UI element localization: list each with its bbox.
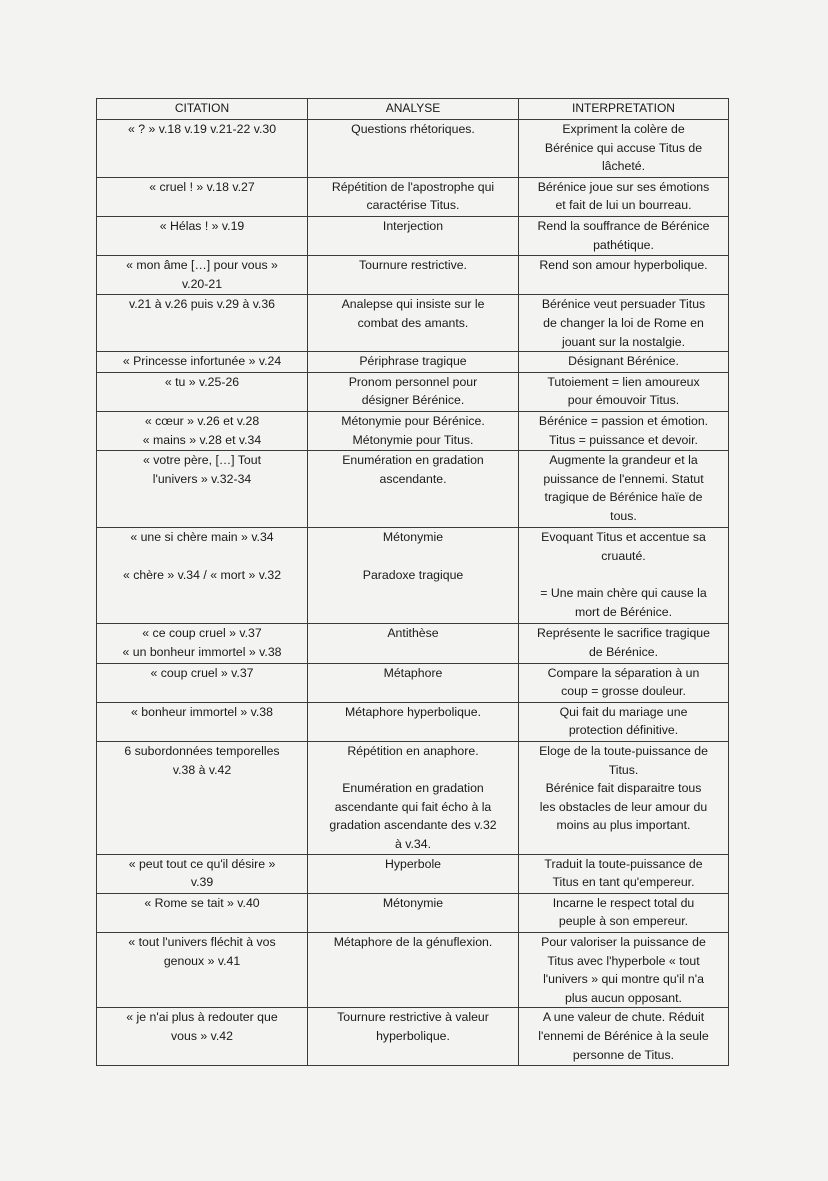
cell-line: Questions rhétoriques. <box>351 122 475 136</box>
cell-line: Métonymie pour Bérénice. <box>341 413 485 428</box>
analyse-cell <box>308 295 519 352</box>
cell-line: « peut tout ce qu'il désire » <box>128 856 276 871</box>
citation-cell <box>97 742 308 855</box>
cell-line: Bérénice veut persuader Titus <box>541 297 706 312</box>
cell-line: et fait de lui un bourreau. <box>555 198 692 213</box>
cell-line: Bérénice fait disparaitre tous <box>545 781 702 796</box>
cell-line: Analepse qui insiste sur le <box>341 297 485 312</box>
interpretation-cell <box>519 372 729 411</box>
analysis-table <box>96 98 729 1066</box>
table-row <box>97 624 729 663</box>
analyse-cell <box>308 352 519 373</box>
citation-cell <box>97 702 308 741</box>
cell-line: Bérénice = passion et émotion. <box>538 413 709 428</box>
cell-line: « mon âme […] pour vous » <box>126 258 278 273</box>
interpretation-cell <box>519 528 729 624</box>
cell-line: Représente le sacrifice tragique <box>537 626 710 641</box>
cell-line: Augmente la grandeur et la <box>549 453 698 468</box>
cell-line: 6 subordonnées temporelles <box>124 744 280 758</box>
cell-line: Désignant Bérénice. <box>568 354 679 369</box>
cell-line: « chère » v.34 / « mort » v.32 <box>122 567 282 582</box>
cell-line: mort de Bérénice. <box>574 604 673 619</box>
cell-line: « Hélas ! » v.19 <box>159 218 245 233</box>
cell-line: l'univers » v.32-34 <box>152 471 252 486</box>
interpretation-cell <box>519 352 729 373</box>
cell-line: caractérise Titus. <box>366 198 460 213</box>
table-row <box>97 372 729 411</box>
analyse-cell <box>308 177 519 216</box>
cell-line: « votre père, […] Tout <box>142 453 262 468</box>
cell-line: Répétition en anaphore. <box>347 744 479 758</box>
table-row <box>97 216 729 255</box>
table-row <box>97 932 729 1007</box>
cell-line: genoux » v.41 <box>163 953 241 968</box>
cell-line: « ? » v.18 v.19 v.21-22 v.30 <box>127 122 277 136</box>
header-analyse: ANALYSE <box>308 99 519 120</box>
cell-line: « mains » v.28 et v.34 <box>142 432 262 447</box>
cell-line: Enumération en gradation <box>342 453 484 468</box>
analyse-cell <box>308 663 519 702</box>
citation-cell <box>97 663 308 702</box>
cell-line: Métaphore hyperbolique. <box>344 704 482 719</box>
spacer <box>101 547 303 566</box>
cell-line: Métonymie <box>382 530 444 545</box>
interpretation-cell <box>519 742 729 855</box>
cell-line: Métaphore <box>383 665 443 680</box>
analyse-cell <box>308 742 519 855</box>
cell-line: v.39 <box>190 875 214 890</box>
interpretation-cell <box>519 854 729 893</box>
cell-line: « bonheur immortel » v.38 <box>131 704 273 719</box>
cell-line: Titus avec l'hyperbole « tout <box>547 953 700 968</box>
citation-cell <box>97 624 308 663</box>
analyse-cell <box>308 702 519 741</box>
cell-line: ascendante qui fait écho à la <box>334 799 492 814</box>
cell-line: Métonymie pour Titus. <box>352 432 474 447</box>
cell-line: Titus. <box>608 762 639 777</box>
citation-cell <box>97 528 308 624</box>
table-row <box>97 177 729 216</box>
table-row <box>97 742 729 855</box>
cell-line: Qui fait du mariage une <box>559 704 688 719</box>
interpretation-cell <box>519 932 729 1007</box>
header-interpretation: INTERPRETATION <box>519 99 729 120</box>
interpretation-cell <box>519 411 729 450</box>
citation-cell <box>97 352 308 373</box>
interpretation-cell <box>519 256 729 295</box>
cell-line: Pronom personnel pour <box>348 374 478 389</box>
cell-line: coup = grosse douleur. <box>561 684 686 699</box>
citation-cell <box>97 372 308 411</box>
interpretation-cell <box>519 1008 729 1066</box>
cell-line: cruauté. <box>601 549 646 564</box>
cell-line: ascendante. <box>379 471 447 486</box>
cell-line: Hyperbole <box>384 856 442 871</box>
spacer <box>312 761 514 780</box>
table-row <box>97 893 729 932</box>
citation-cell <box>97 177 308 216</box>
citation-cell <box>97 932 308 1007</box>
cell-line: Enumération en gradation <box>342 781 484 796</box>
interpretation-cell <box>519 451 729 528</box>
cell-line: « Rome se tait » v.40 <box>144 895 260 910</box>
table-row <box>97 120 729 178</box>
citation-cell <box>97 295 308 352</box>
cell-line: plus aucun opposant. <box>565 990 682 1005</box>
citation-cell <box>97 854 308 893</box>
citation-cell <box>97 411 308 450</box>
cell-line: Tutoiement = lien amoureux <box>547 374 700 389</box>
interpretation-cell <box>519 663 729 702</box>
cell-line: « tout l'univers fléchit à vos <box>128 934 276 949</box>
cell-line: puissance de l'ennemi. Statut <box>543 471 704 486</box>
cell-line: Evoquant Titus et accentue sa <box>541 530 706 545</box>
cell-line: Métaphore de la génuflexion. <box>333 934 493 949</box>
cell-line: combat des amants. <box>357 315 469 330</box>
table-row <box>97 411 729 450</box>
cell-line: « une si chère main » v.34 <box>130 530 274 545</box>
cell-line: Traduit la toute-puissance de <box>544 856 703 871</box>
cell-line: tous. <box>610 508 637 523</box>
spacer <box>523 566 724 585</box>
cell-line: lâcheté. <box>601 159 646 174</box>
table-header <box>97 99 729 120</box>
interpretation-cell <box>519 702 729 741</box>
cell-line: « un bonheur immortel » v.38 <box>122 645 282 660</box>
table-row <box>97 663 729 702</box>
cell-line: les obstacles de leur amour du <box>539 799 708 814</box>
cell-line: de Bérénice. <box>588 645 659 660</box>
cell-line: Titus = puissance et devoir. <box>549 432 698 447</box>
cell-line: = Une main chère qui cause la <box>540 586 707 601</box>
cell-line: « tu » v.25-26 <box>164 374 240 389</box>
table-row <box>97 702 729 741</box>
cell-line: peuple à son empereur. <box>558 914 689 929</box>
cell-line: « cœur » v.26 et v.28 <box>144 413 260 428</box>
cell-line: Bérénice joue sur ses émotions <box>537 179 710 194</box>
cell-line: hyperbolique. <box>376 1028 450 1043</box>
analyse-cell <box>308 932 519 1007</box>
cell-line: « Princesse infortunée » v.24 <box>122 354 282 369</box>
cell-line: de changer la loi de Rome en <box>543 315 704 330</box>
cell-line: Eloge de la toute-puissance de <box>539 744 708 758</box>
analyse-cell <box>308 120 519 178</box>
analyse-cell <box>308 216 519 255</box>
cell-line: tragique de Bérénice haïe de <box>544 490 703 505</box>
cell-line: v.38 à v.42 <box>172 762 232 777</box>
cell-line: Tournure restrictive à valeur <box>337 1010 489 1025</box>
cell-line: à v.34. <box>394 836 431 851</box>
cell-line: Répétition de l'apostrophe qui <box>331 179 495 194</box>
cell-line: pour émouvoir Titus. <box>567 393 680 408</box>
cell-line: v.20-21 <box>181 276 223 291</box>
cell-line: Rend la souffrance de Bérénice <box>537 218 710 233</box>
table-row <box>97 528 729 624</box>
header-citation: CITATION <box>97 99 308 120</box>
analyse-cell <box>308 624 519 663</box>
cell-line: l'ennemi de Bérénice à la seule <box>538 1028 709 1043</box>
interpretation-cell <box>519 177 729 216</box>
cell-line: Paradoxe tragique <box>362 567 464 582</box>
table-body <box>97 120 729 1066</box>
cell-line: Tournure restrictive. <box>359 258 467 273</box>
cell-line: Périphrase tragique <box>359 354 467 369</box>
table-row <box>97 352 729 373</box>
interpretation-cell <box>519 120 729 178</box>
citation-cell <box>97 1008 308 1066</box>
cell-line: désigner Bérénice. <box>361 393 465 408</box>
cell-line: Métonymie <box>382 895 444 910</box>
cell-line: Antithèse <box>387 626 439 641</box>
cell-line: Incarne le respect total du <box>552 895 695 910</box>
spacer <box>312 547 514 566</box>
interpretation-cell <box>519 295 729 352</box>
cell-line: Expriment la colère de <box>562 122 685 136</box>
analyse-cell <box>308 372 519 411</box>
analyse-cell <box>308 893 519 932</box>
cell-line: Bérénice qui accuse Titus de <box>544 140 703 155</box>
cell-line: Rend son amour hyperbolique. <box>539 258 708 273</box>
table-row <box>97 1008 729 1066</box>
cell-line: Titus en tant qu'empereur. <box>552 875 695 890</box>
citation-cell <box>97 256 308 295</box>
cell-line: Interjection <box>382 218 444 233</box>
cell-line: A une valeur de chute. Réduit <box>542 1010 705 1025</box>
cell-line: l'univers » qui montre qu'il n'a <box>543 972 704 987</box>
analyse-cell <box>308 1008 519 1066</box>
table-row <box>97 295 729 352</box>
interpretation-cell <box>519 893 729 932</box>
citation-cell <box>97 216 308 255</box>
citation-cell <box>97 451 308 528</box>
analyse-cell <box>308 451 519 528</box>
citation-cell <box>97 120 308 178</box>
cell-line: « coup cruel » v.37 <box>150 665 254 680</box>
cell-line: pathétique. <box>593 237 654 252</box>
interpretation-cell <box>519 624 729 663</box>
cell-line: « je n'ai plus à redouter que <box>126 1010 278 1025</box>
cell-line: personne de Titus. <box>572 1047 675 1062</box>
cell-line: « cruel ! » v.18 v.27 <box>149 179 255 194</box>
cell-line: jouant sur la nostalgie. <box>561 334 686 349</box>
table-row <box>97 256 729 295</box>
cell-line: vous » v.42 <box>171 1028 233 1043</box>
cell-line: v.21 à v.26 puis v.29 à v.36 <box>128 297 276 312</box>
cell-line: « ce coup cruel » v.37 <box>142 626 262 641</box>
analyse-cell <box>308 411 519 450</box>
header-row <box>97 99 729 120</box>
cell-line: Pour valoriser la puissance de <box>541 934 706 949</box>
cell-line: moins au plus important. <box>556 818 691 833</box>
interpretation-cell <box>519 216 729 255</box>
table-row <box>97 854 729 893</box>
cell-line: gradation ascendante des v.32 <box>329 818 497 833</box>
cell-line: Compare la séparation à un <box>547 665 700 680</box>
analyse-cell <box>308 256 519 295</box>
cell-line: protection définitive. <box>568 723 679 738</box>
analyse-cell <box>308 528 519 624</box>
table-row <box>97 451 729 528</box>
citation-cell <box>97 893 308 932</box>
analyse-cell <box>308 854 519 893</box>
